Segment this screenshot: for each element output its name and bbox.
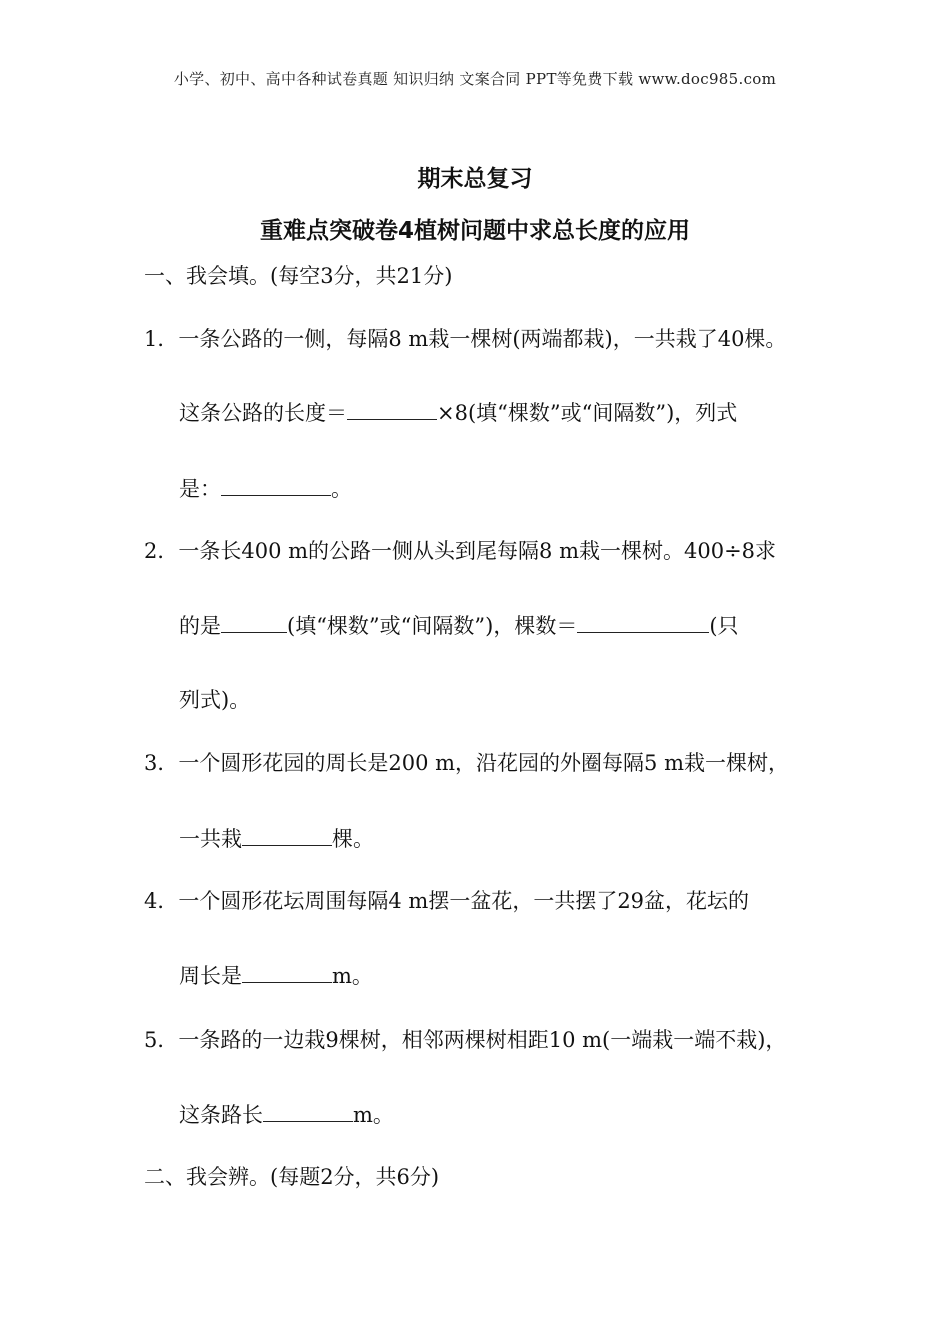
question-number: 2． bbox=[144, 539, 179, 563]
question-text: 一个圆形花园的周长是200 m，沿花园的外圈每隔5 m栽一棵树， bbox=[178, 751, 789, 775]
question-4 bbox=[144, 887, 749, 915]
question-text: (填“棵数”或“间隔数”)，棵数＝ bbox=[287, 614, 578, 638]
sub-title: 重难点突破卷4植树问题中求总长度的应用 bbox=[259, 218, 690, 244]
answer-blank[interactable] bbox=[242, 962, 332, 983]
question-text: 。 bbox=[331, 477, 352, 501]
question-text: 一个圆形花坛周围每隔4 m摆一盆花，一共摆了29盆，花坛的 bbox=[178, 889, 750, 913]
answer-blank[interactable] bbox=[221, 612, 287, 633]
question-text: 的是 bbox=[179, 614, 221, 638]
answer-blank[interactable] bbox=[242, 825, 332, 846]
question-number: 5． bbox=[144, 1028, 179, 1052]
question-text: 一条公路的一侧，每隔8 m栽一棵树(两端都栽)，一共栽了40棵。 bbox=[178, 327, 787, 351]
question-text: 一共栽 bbox=[179, 827, 242, 851]
question-2-line-3: 列式)。 bbox=[179, 688, 251, 712]
question-number: 4． bbox=[144, 889, 179, 913]
question-text: 棵。 bbox=[332, 827, 374, 851]
question-text: ×8(填“棵数”或“间隔数”)，列式 bbox=[437, 401, 738, 425]
question-text: 一条长400 m的公路一侧从头到尾每隔8 m栽一棵树。400÷8求 bbox=[178, 539, 777, 563]
question-2-line-2 bbox=[179, 612, 739, 640]
question-text: 这条公路的长度＝ bbox=[179, 401, 347, 425]
question-text: m。 bbox=[332, 964, 373, 988]
answer-blank[interactable] bbox=[263, 1101, 353, 1122]
question-5-line-2 bbox=[179, 1101, 394, 1129]
question-text: 一条路的一边栽9棵树，相邻两棵树相距10 m(一端栽一端不栽)， bbox=[178, 1028, 787, 1052]
question-4-line-2 bbox=[179, 962, 373, 990]
question-text: 这条路长 bbox=[179, 1103, 263, 1127]
question-5 bbox=[144, 1026, 786, 1054]
section-1-heading: 一、我会填。(每空3分，共21分) bbox=[144, 264, 453, 288]
answer-blank[interactable] bbox=[221, 475, 331, 496]
question-3-line-2 bbox=[179, 825, 374, 853]
question-number: 3． bbox=[144, 751, 179, 775]
question-3 bbox=[144, 749, 789, 777]
question-text: 周长是 bbox=[179, 964, 242, 988]
question-1-line-2 bbox=[179, 399, 737, 427]
question-1 bbox=[144, 325, 786, 353]
question-number: 1． bbox=[144, 327, 179, 351]
question-1-line-3 bbox=[179, 475, 352, 503]
question-text: m。 bbox=[353, 1103, 394, 1127]
question-2 bbox=[144, 537, 776, 565]
question-text: 是： bbox=[179, 477, 221, 501]
section-2-heading: 二、我会辨。(每题2分，共6分) bbox=[144, 1165, 440, 1189]
main-title: 期末总复习 bbox=[417, 166, 533, 192]
page-header: 小学、初中、高中各种试卷真题 知识归纳 文案合同 PPT等免费下载 www.doc985.com bbox=[173, 70, 777, 88]
answer-blank[interactable] bbox=[347, 399, 437, 420]
answer-blank[interactable] bbox=[577, 612, 709, 633]
question-text: (只 bbox=[709, 614, 739, 638]
